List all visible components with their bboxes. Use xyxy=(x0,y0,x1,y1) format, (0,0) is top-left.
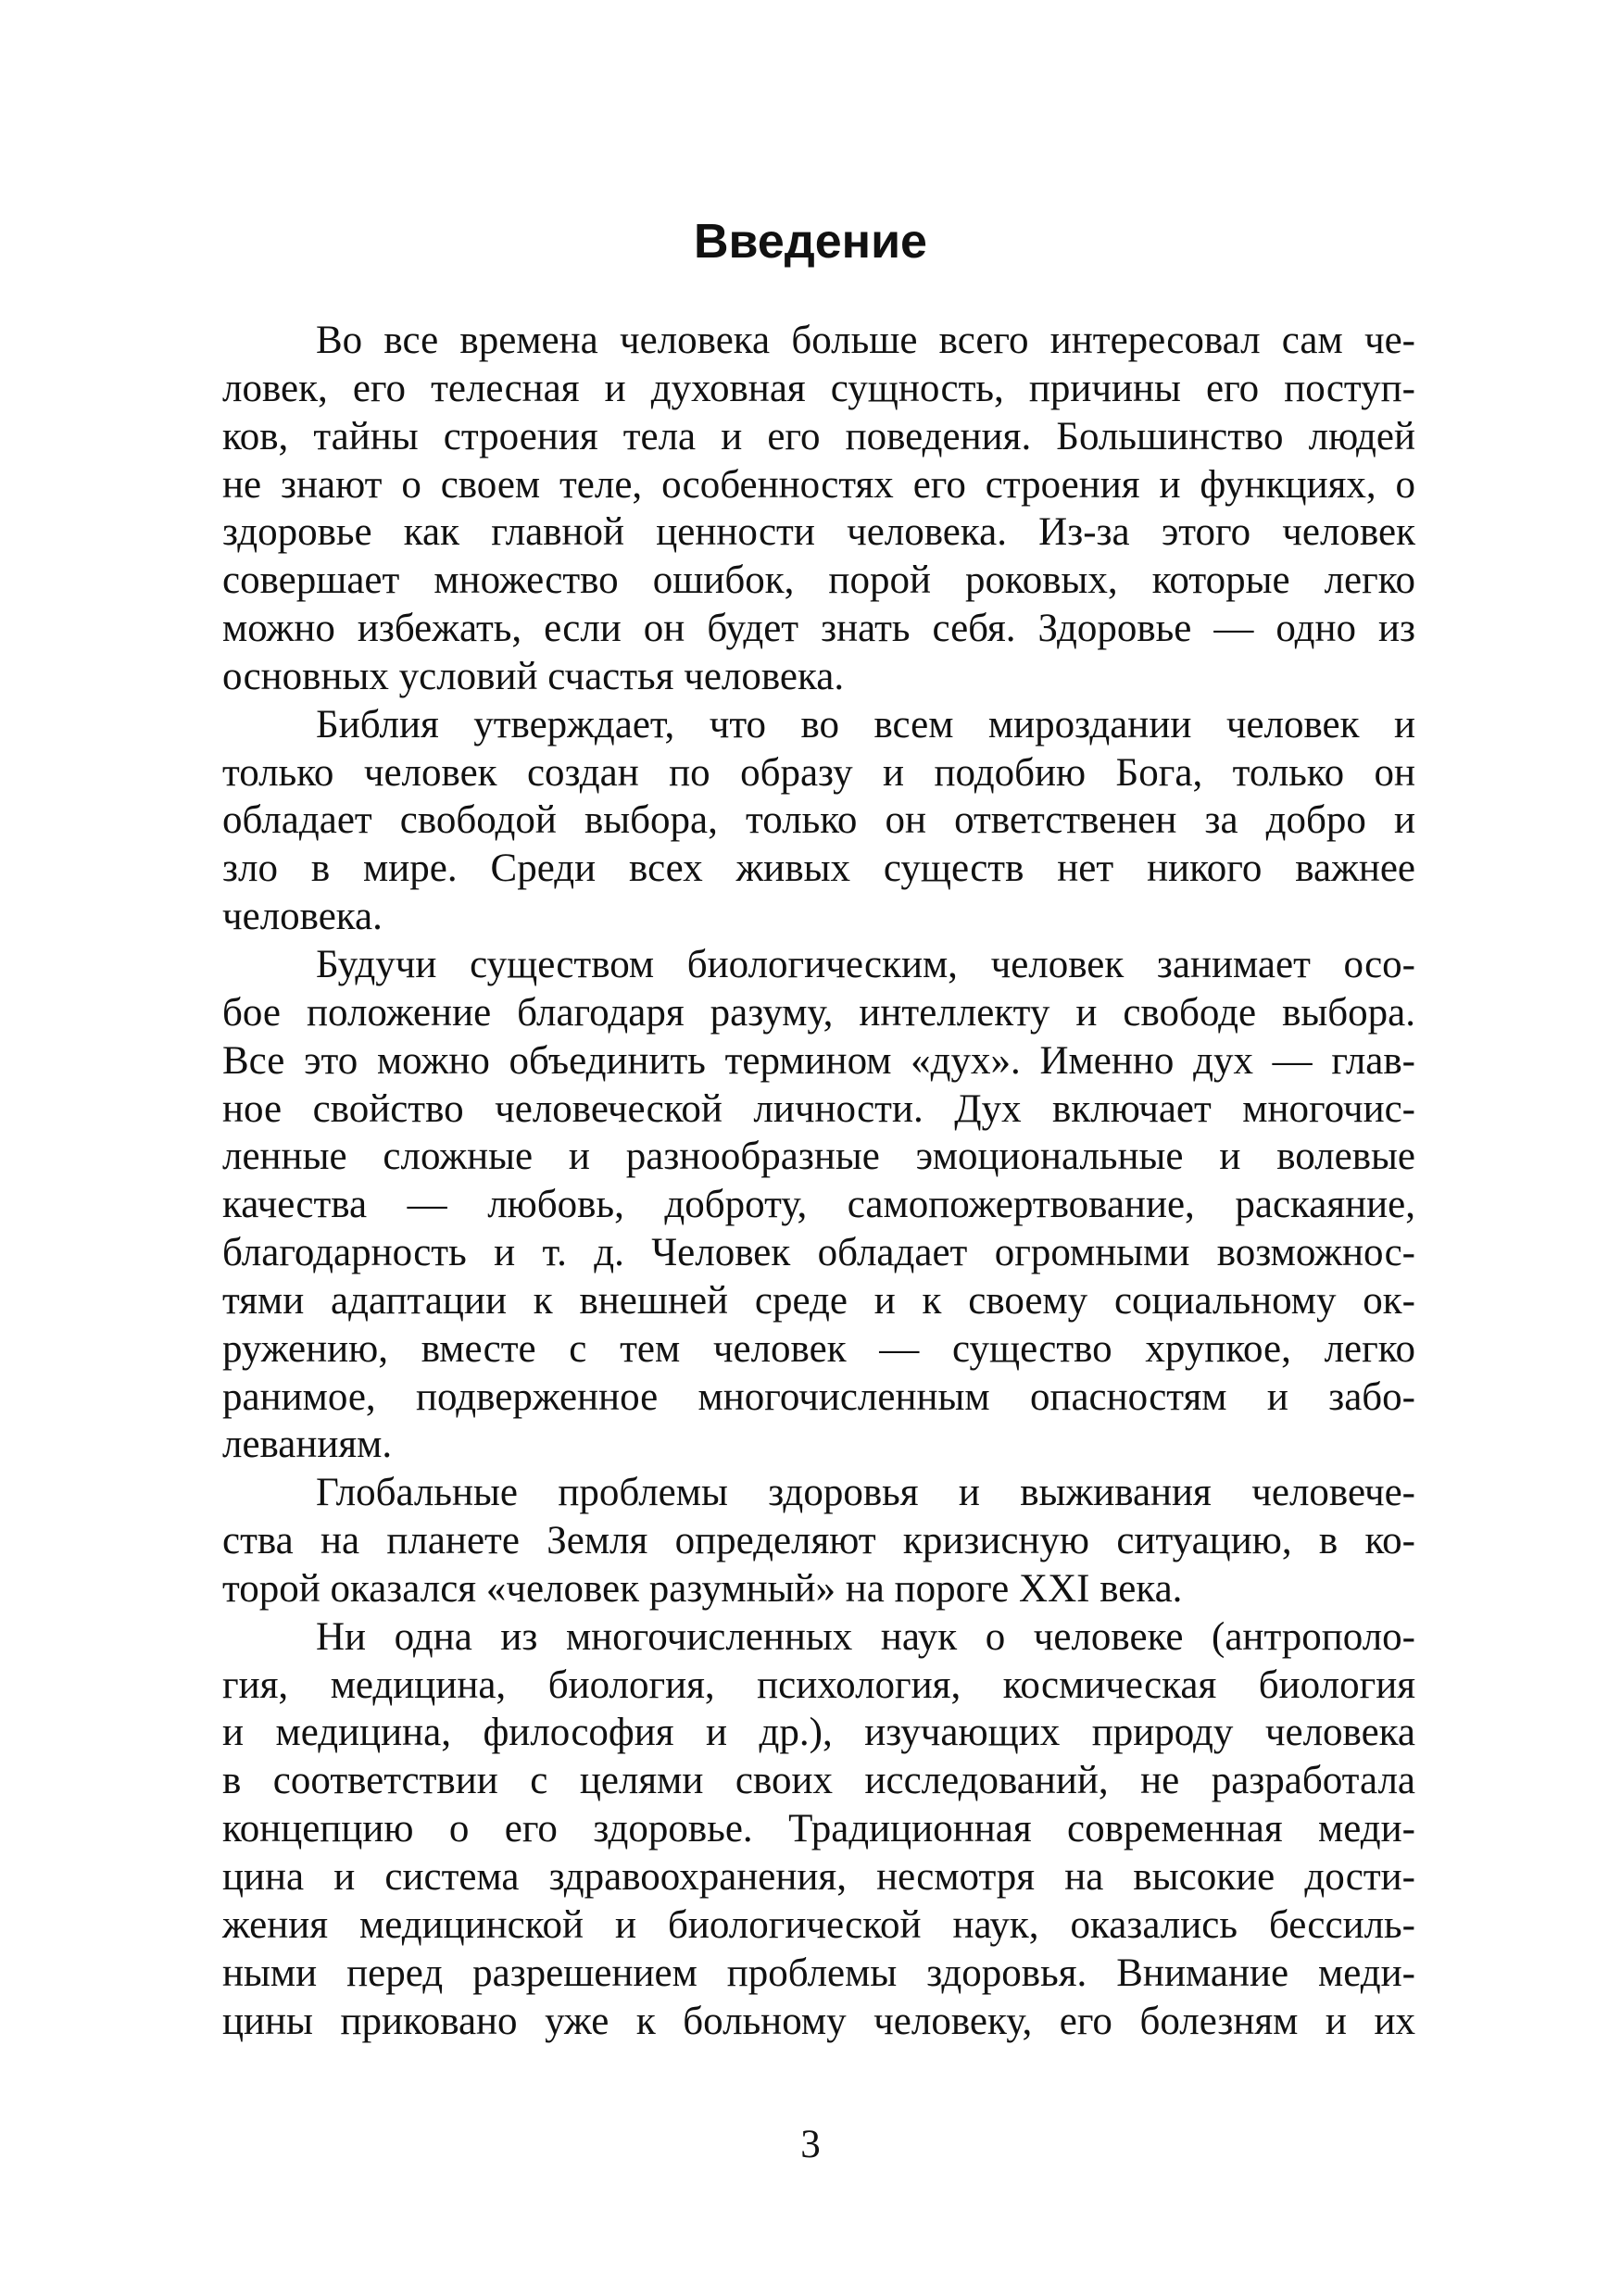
text-line: Библия утверждает, что во всем мироздании человек и xyxy=(316,702,1415,747)
text-line: основных условий счастья человека. xyxy=(222,654,845,698)
text-line: ружению, вместе с тем человек — существо хрупкое, легко xyxy=(222,1326,1415,1371)
text-line: человека. xyxy=(222,895,383,939)
text-line: можно избежать, если он будет знать себя. Здоровье — одно из xyxy=(222,607,1415,651)
text-line: бое положение благодаря разуму, интеллекту и свободе выбора. xyxy=(222,990,1415,1035)
text-line: цины приковано уже к больному человеку, его болезням и их xyxy=(222,1999,1415,2043)
text-line: не знают о своем теле, особенностях его строения и функциях, о xyxy=(222,462,1415,507)
text-line: Глобальные проблемы здоровья и выживания человече- xyxy=(316,1471,1415,1515)
text-line: Все это можно объединить термином «дух». Именно дух — глав- xyxy=(222,1038,1415,1083)
page-number: 3 xyxy=(800,2123,821,2166)
text-line: концепцию о его здоровье. Традиционная современная меди- xyxy=(222,1807,1415,1851)
text-line: леваниям. xyxy=(222,1423,393,1467)
text-line: торой оказался «человек разумный» на пороге XXI века. xyxy=(222,1566,1183,1611)
text-line: и медицина, философия и др.), изучающих природу человека xyxy=(222,1711,1415,1755)
text-line: цина и система здравоохранения, несмотря на высокие дости- xyxy=(222,1855,1415,1899)
text-line: ными перед разрешением проблемы здоровья. Внимание меди- xyxy=(222,1951,1415,1995)
chapter-title: Введение xyxy=(694,215,927,269)
text-line: здоровье как главной ценности человека. Из-за этого человек xyxy=(222,510,1415,555)
text-line: ленные сложные и разнообразные эмоциональные и волевые xyxy=(222,1135,1415,1179)
text-line: ков, тайны строения тела и его поведения. Большинство людей xyxy=(222,414,1415,458)
text-line: в соответствии с целями своих исследований, не разработала xyxy=(222,1759,1415,1803)
paragraph xyxy=(222,1613,1415,2046)
body-text xyxy=(222,317,1415,2045)
text-line: ранимое, подверженное многочисленным опасностям и забо- xyxy=(222,1374,1415,1419)
text-line: совершает множество ошибок, порой роковых, которые легко xyxy=(222,558,1415,603)
text-line: Будучи существом биологическим, человек занимает осо- xyxy=(316,942,1415,986)
paragraph xyxy=(222,701,1415,941)
text-line: ное свойство человеческой личности. Дух включает многочис- xyxy=(222,1086,1415,1131)
paragraph xyxy=(222,941,1415,1469)
text-line: только человек создан по образу и подобию Бога, только он xyxy=(222,750,1415,795)
text-line: качества — любовь, доброту, самопожертвование, раскаяние, xyxy=(222,1183,1415,1227)
text-line: ловек, его телесная и духовная сущность, причины его поступ- xyxy=(222,366,1415,410)
text-line: гия, медицина, биология, психология, космическая биология xyxy=(222,1662,1415,1707)
text-line: ства на планете Земля определяют кризисную ситуацию, в ко- xyxy=(222,1519,1415,1563)
text-line: жения медицинской и биологической наук, оказались бессиль- xyxy=(222,1902,1415,1947)
text-line: Во все времена человека больше всего интересовал сам че- xyxy=(316,319,1415,362)
text-line: Ни одна из многочисленных наук о человеке (антрополо- xyxy=(316,1614,1415,1659)
paragraph xyxy=(222,317,1415,701)
text-line: тями адаптации к внешней среде и к своему социальному ок- xyxy=(222,1278,1415,1323)
paragraph xyxy=(222,1469,1415,1613)
text-line: благодарность и т. д. Человек обладает огромными возможнос- xyxy=(222,1231,1415,1275)
text-line: зло в мире. Среди всех живых существ нет никого важнее xyxy=(222,847,1415,891)
text-line: обладает свободой выбора, только он ответственен за добро и xyxy=(222,798,1415,843)
